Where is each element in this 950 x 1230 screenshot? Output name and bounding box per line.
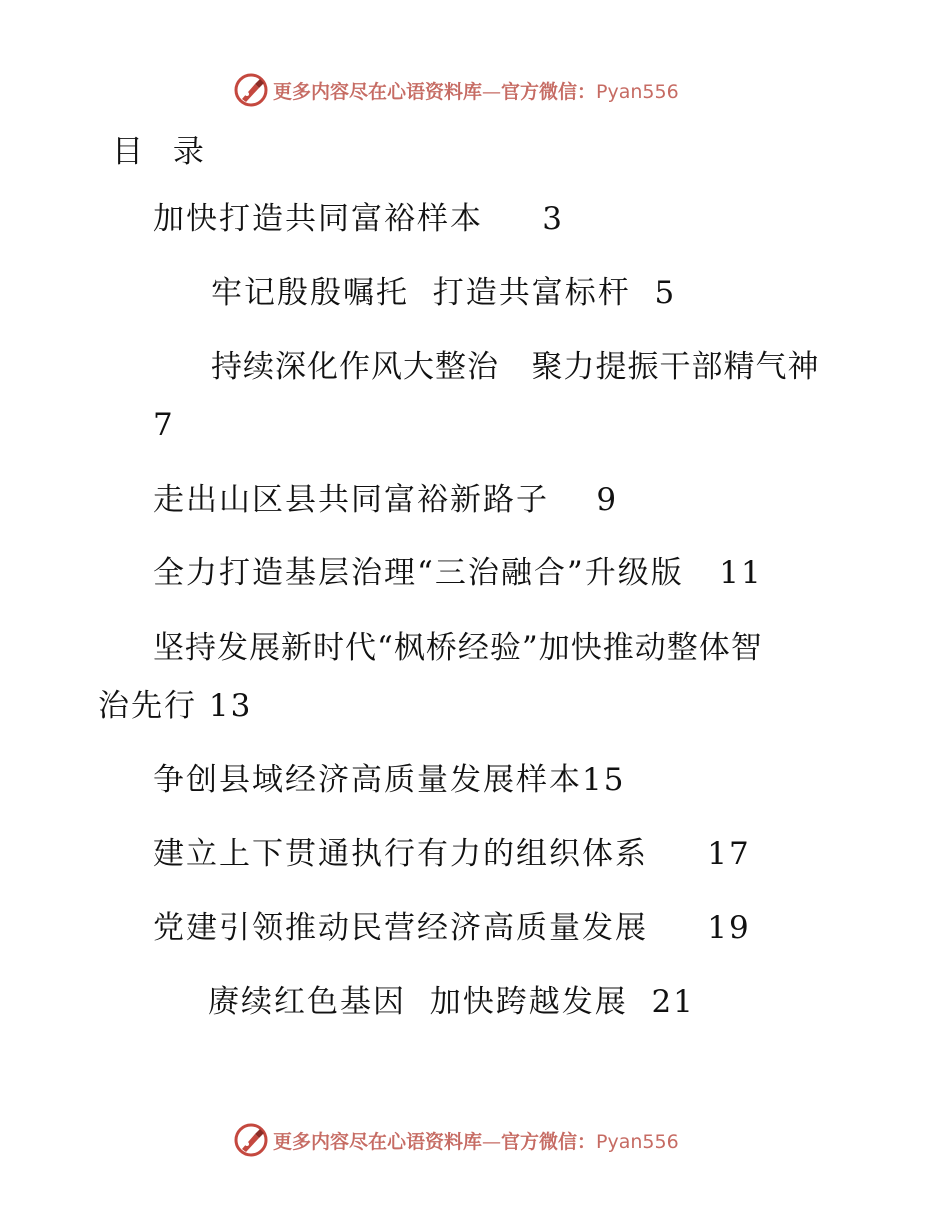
- toc-entry-page: 5: [654, 275, 677, 311]
- toc-entry-page: 13: [208, 688, 253, 724]
- toc-entry-gap: [483, 201, 542, 237]
- toc-entry-title: 加快打造共同富裕样本: [153, 201, 483, 237]
- pen-logo-icon: [233, 72, 269, 108]
- toc-entry-9[interactable]: [153, 908, 751, 948]
- footer-watermark: [233, 1120, 679, 1160]
- watermark-wechat-id: Pyan556: [596, 1130, 679, 1153]
- watermark-suffix: 官方微信：: [501, 1130, 597, 1153]
- pen-logo-icon: [233, 1122, 269, 1158]
- toc-entry-3[interactable]: [211, 347, 820, 387]
- toc-entry-7[interactable]: [153, 760, 625, 800]
- toc-entry-page: 3: [542, 201, 565, 237]
- toc-entry-page: 9: [596, 482, 619, 518]
- toc-entry-page: 19: [707, 910, 751, 946]
- toc-heading: 目 录: [112, 134, 214, 170]
- toc-entry-gap: [648, 836, 707, 872]
- toc-entry-title-cont: 治先行: [98, 688, 197, 724]
- toc-entry-10[interactable]: [208, 982, 695, 1022]
- header-watermark: [233, 70, 679, 110]
- toc-entry-page: 11: [719, 555, 763, 591]
- toc-entry-6[interactable]: [153, 628, 763, 668]
- toc-entry-title: 走出山区县共同富裕新路子: [153, 482, 549, 518]
- toc-entry-title: 争创县域经济高质量发展样本: [153, 762, 582, 798]
- toc-entry-6-cont: [98, 686, 252, 726]
- toc-entry-title: 党建引领推动民营经济高质量发展: [153, 910, 648, 946]
- toc-entry-1[interactable]: [153, 199, 564, 239]
- toc-entry-page: 21: [651, 984, 695, 1020]
- watermark-title: 更多内容尽在心语资料库: [273, 80, 483, 103]
- toc-entry-gap: [549, 482, 596, 518]
- watermark-text: [273, 77, 679, 104]
- toc-entry-gap: [628, 984, 652, 1020]
- toc-entry-4[interactable]: [153, 480, 618, 520]
- toc-entry-gap: [631, 275, 655, 311]
- watermark-title: 更多内容尽在心语资料库: [273, 1130, 483, 1153]
- toc-entry-page: 15: [582, 762, 626, 798]
- watermark-wechat-id: Pyan556: [596, 80, 679, 103]
- toc-entry-title: 建立上下贯通执行有力的组织体系: [153, 836, 648, 872]
- toc-entry-8[interactable]: [153, 834, 751, 874]
- toc-entry-title: 持续深化作风大整治 聚力提振干部精气神: [211, 349, 820, 385]
- toc-entry-2[interactable]: [211, 273, 676, 313]
- watermark-separator: —: [482, 1130, 502, 1153]
- toc-entry-3-page-line: [153, 405, 175, 445]
- toc-entry-gap: [197, 688, 209, 724]
- toc-entry-title: 全力打造基层治理“三治融合”升级版: [153, 555, 684, 591]
- toc-entry-title: 牢记殷殷嘱托 打造共富标杆: [211, 275, 631, 311]
- watermark-text: [273, 1127, 679, 1154]
- watermark-suffix: 官方微信：: [501, 80, 597, 103]
- toc-entry-title: 赓续红色基因 加快跨越发展: [208, 984, 628, 1020]
- toc-entry-page: 17: [707, 836, 751, 872]
- toc-entry-title: 坚持发展新时代“枫桥经验”加快推动整体智: [153, 630, 763, 666]
- toc-entry-page: 7: [153, 407, 175, 443]
- toc-entry-gap: [684, 555, 720, 591]
- watermark-separator: —: [482, 80, 502, 103]
- toc-entry-5[interactable]: [153, 553, 763, 593]
- toc-entry-gap: [648, 910, 707, 946]
